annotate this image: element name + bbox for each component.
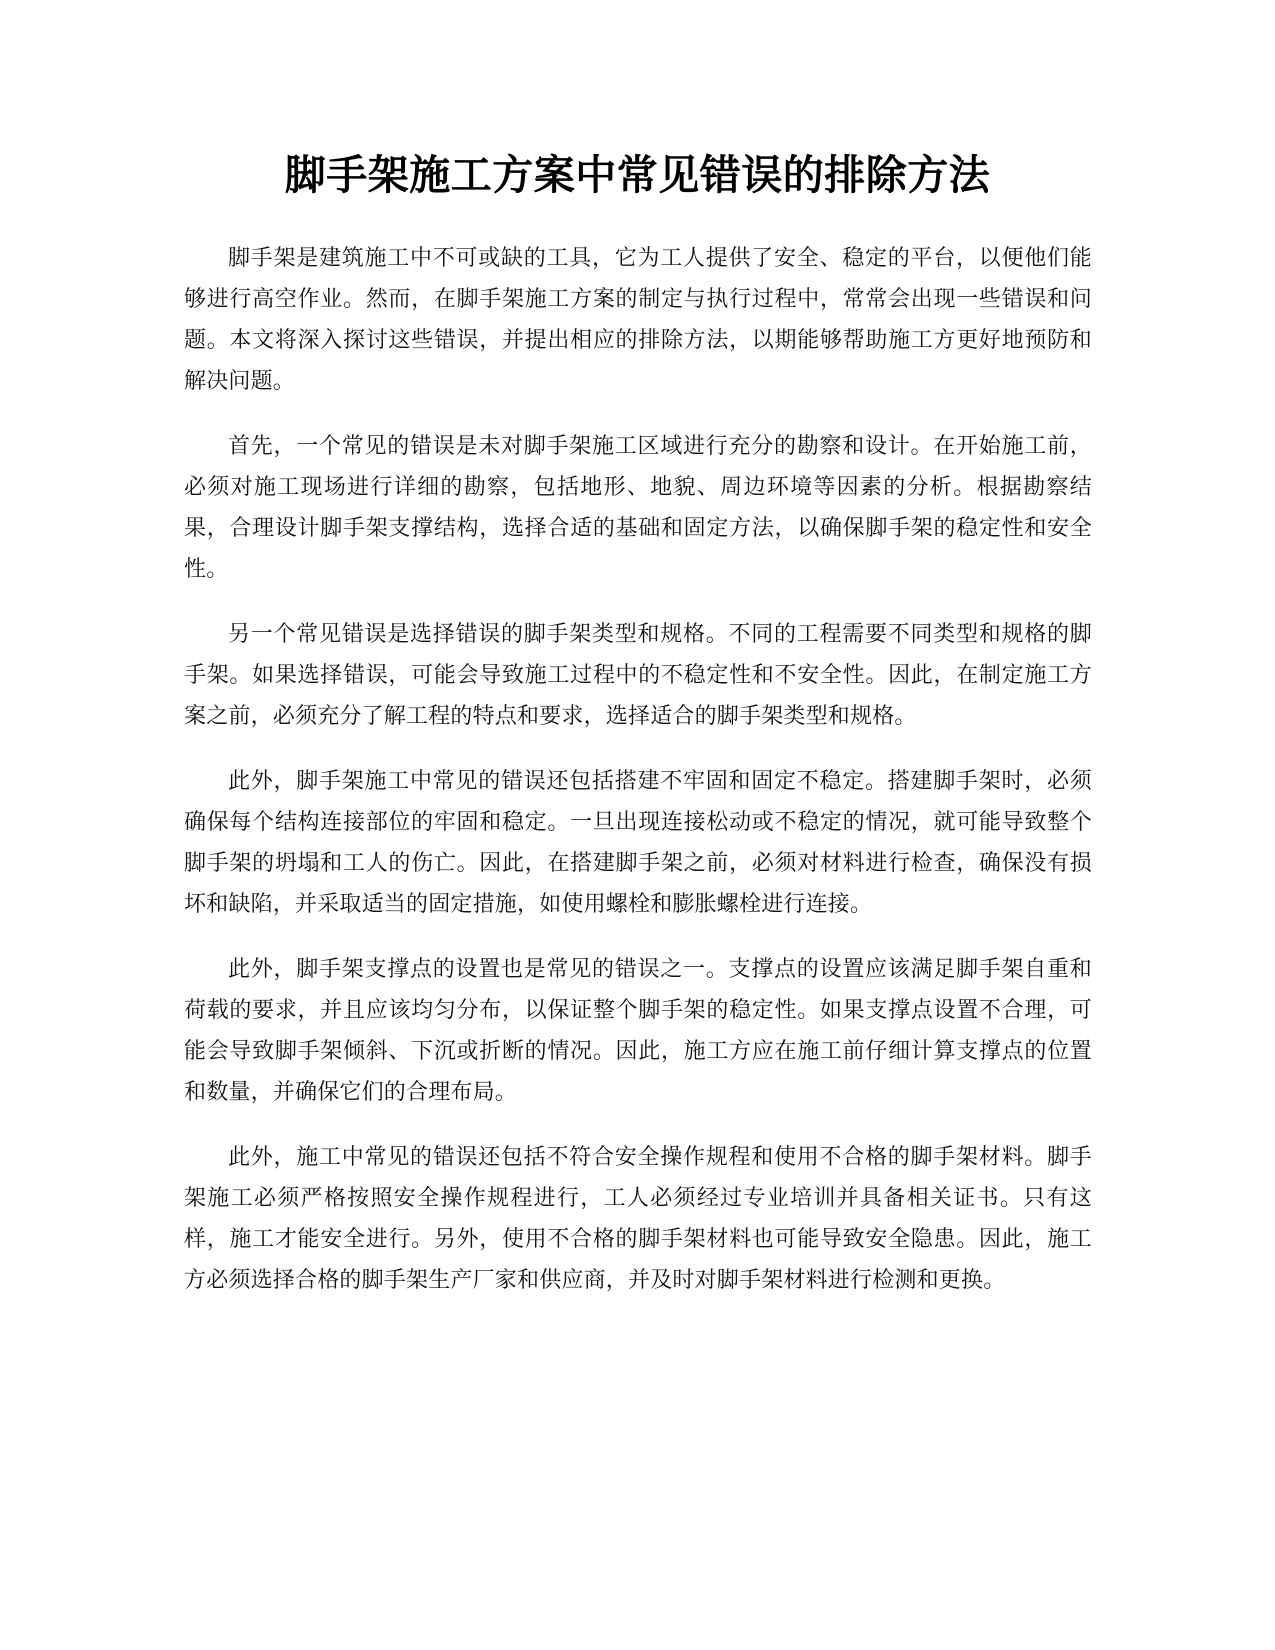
paragraph-5: 此外，脚手架支撑点的设置也是常见的错误之一。支撑点的设置应该满足脚手架自重和荷载的要求，并且应该均匀分布，以保证整个脚手架的稳定性。如果支撑点设置不合理，可能会导致脚手架倾斜、下沉或折断的情况。因此，施工方应在施工前仔细计算支撑点的位置和数量，并确保它们的合理布局。 xyxy=(184,957,1092,1105)
document-title: 脚手架施工方案中常见错误的排除方法 xyxy=(284,151,991,199)
paragraph-3: 另一个常见错误是选择错误的脚手架类型和规格。不同的工程需要不同类型和规格的脚手架。如果选择错误，可能会导致施工过程中的不稳定性和不安全性。因此，在制定施工方案之前，必须充分了解工程的特点和要求，选择适合的脚手架类型和规格。 xyxy=(184,622,1092,729)
document-body xyxy=(184,238,1092,1325)
paragraph-4: 此外，脚手架施工中常见的错误还包括搭建不牢固和固定不稳定。搭建脚手架时，必须确保每个结构连接部位的牢固和稳定。一旦出现连接松动或不稳定的情况，就可能导致整个脚手架的坍塌和工人的伤亡。因此，在搭建脚手架之前，必须对材料进行检查，确保没有损坏和缺陷，并采取适当的固定措施，如使用螺栓和膨胀螺栓进行连接。 xyxy=(184,769,1092,917)
paragraph-2: 首先，一个常见的错误是未对脚手架施工区域进行充分的勘察和设计。在开始施工前，必须对施工现场进行详细的勘察，包括地形、地貌、周边环境等因素的分析。根据勘察结果，合理设计脚手架支撑结构，选择合适的基础和固定方法，以确保脚手架的稳定性和安全性。 xyxy=(184,434,1092,582)
paragraph-1: 脚手架是建筑施工中不可或缺的工具，它为工人提供了安全、稳定的平台，以便他们能够进行高空作业。然而，在脚手架施工方案的制定与执行过程中，常常会出现一些错误和问题。本文将深入探讨这些错误，并提出相应的排除方法，以期能够帮助施工方更好地预防和解决问题。 xyxy=(184,246,1092,394)
paragraph-6: 此外，施工中常见的错误还包括不符合安全操作规程和使用不合格的脚手架材料。脚手架施工必须严格按照安全操作规程进行，工人必须经过专业培训并具备相关证书。只有这样，施工才能安全进行。另外，使用不合格的脚手架材料也可能导致安全隐患。因此，施工方必须选择合格的脚手架生产厂家和供应商，并及时对脚手架材料进行检测和更换。 xyxy=(184,1145,1092,1293)
